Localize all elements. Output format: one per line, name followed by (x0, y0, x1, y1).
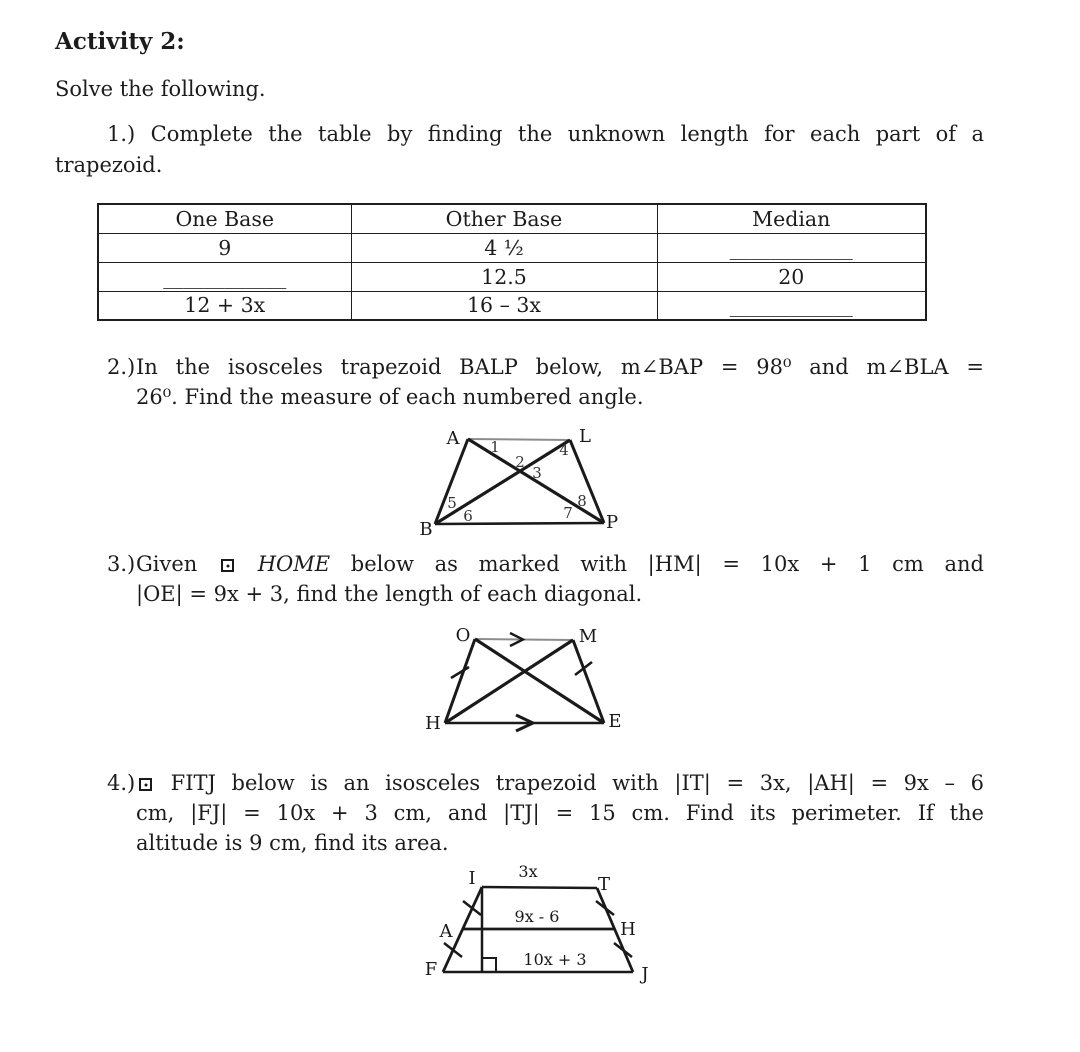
table-row (98, 291, 926, 320)
problem-3 (107, 549, 984, 609)
balp-angle-3: 3 (532, 464, 542, 482)
fitj-side-it (482, 887, 597, 888)
home-figure (423, 624, 628, 740)
cell-other-base-1: 4 ½ (351, 233, 657, 262)
cell-median-2: 20 (657, 262, 926, 291)
balp-vertex-label-l: L (579, 426, 591, 447)
trapezoid-table (97, 203, 927, 321)
problem-1 (55, 119, 984, 180)
balp-angle-8: 8 (577, 492, 587, 510)
problem-4-line-2: cm, |FJ| = 10x + 3 cm, and |TJ| = 15 cm. Find its perimeter. If the (136, 801, 984, 825)
problem-3-figure-name: HOME (257, 552, 331, 576)
problem-4-line-3: altitude is 9 cm, find its area. (136, 831, 449, 855)
table-row (98, 262, 926, 291)
tick-mark-icon-af (444, 943, 462, 957)
problem-4-line-1 (136, 768, 984, 798)
home-vertex-label-o: O (455, 625, 471, 646)
balp-side-al (468, 439, 570, 440)
intro-text: Solve the following. (55, 77, 266, 101)
cell-median-3-blank: ____________ (657, 291, 926, 320)
cell-other-base-2: 12.5 (351, 262, 657, 291)
table-header-row (98, 204, 926, 233)
problem-1-line-1: 1.) Complete the table by finding the unknown length for each part of a (107, 122, 984, 146)
cell-median-1-blank: ____________ (657, 233, 926, 262)
home-vertex-label-h: H (425, 713, 441, 734)
problem-2-number: 2.) (107, 355, 136, 379)
fitj-figure (418, 858, 658, 992)
fitj-label-bottom-base: 10x + 3 (523, 950, 587, 969)
fitj-midpoint-label-h: H (620, 919, 636, 940)
problem-4-line-1-rest: FITJ below is an isosceles trapezoid with |IT| = 3x, |AH| = 9x – 6 (170, 771, 984, 795)
cell-one-base-2-blank: ____________ (98, 262, 351, 291)
problem-2-line-1: In the isosceles trapezoid BALP below, m∠BAP = 98⁰ and m∠BLA = (136, 355, 984, 379)
home-side-me (573, 640, 604, 723)
square-dot-icon (139, 778, 152, 791)
problem-3-line-1 (136, 549, 984, 579)
tick-mark-icon-hj (614, 943, 632, 957)
square-dot-icon (221, 559, 234, 572)
home-diagonal-hm (445, 640, 573, 723)
right-angle-mark (482, 958, 496, 972)
home-vertex-label-m: M (578, 626, 598, 647)
cell-one-base-3: 12 + 3x (98, 291, 351, 320)
home-side-oh (445, 639, 475, 723)
col-header-other-base: Other Base (351, 204, 657, 233)
balp-angle-7: 7 (563, 504, 573, 522)
home-vertex-label-e: E (608, 711, 622, 732)
balp-angle-5: 5 (447, 494, 457, 512)
balp-vertex-label-p: P (605, 512, 619, 533)
balp-vertex-label-a: A (446, 428, 460, 449)
fitj-vertex-label-f: F (424, 959, 438, 980)
problem-2-line-2: 26⁰. Find the measure of each numbered angle. (136, 385, 644, 409)
activity-heading: Activity 2: (55, 28, 185, 55)
balp-side-bp (435, 523, 604, 524)
fitj-label-top-base: 3x (518, 862, 538, 881)
problem-3-number: 3.) (107, 552, 136, 576)
problem-4-number: 4.) (107, 771, 136, 795)
fitj-label-median: 9x - 6 (514, 907, 560, 926)
table-row (98, 233, 926, 262)
problem-1-line-2: trapezoid. (55, 152, 163, 177)
home-diagonal-oe (475, 639, 604, 723)
fitj-midpoint-label-a: A (439, 921, 453, 942)
tick-mark-icon-th (596, 901, 614, 915)
balp-angle-1: 1 (490, 438, 500, 456)
cell-one-base-1: 9 (98, 233, 351, 262)
balp-vertex-label-b: B (419, 519, 433, 540)
fitj-vertex-label-i: I (468, 868, 476, 889)
problem-2 (107, 352, 984, 412)
cell-other-base-3: 16 – 3x (351, 291, 657, 320)
fitj-vertex-label-j: J (641, 964, 649, 985)
col-header-one-base: One Base (98, 204, 351, 233)
fitj-vertex-label-t: T (597, 874, 611, 895)
balp-angle-4: 4 (559, 441, 569, 459)
balp-figure (413, 420, 628, 544)
balp-side-lp (570, 440, 604, 523)
tick-mark-icon-left-leg (451, 667, 469, 678)
problem-3-line-2: |OE| = 9x + 3, find the length of each diagonal. (136, 582, 643, 606)
balp-angle-2: 2 (515, 453, 525, 471)
problem-3-given-word: Given (136, 552, 198, 576)
col-header-median: Median (657, 204, 926, 233)
tick-mark-icon-ia (463, 901, 481, 915)
problem-3-line-1-rest: below as marked with |HM| = 10x + 1 cm and (350, 552, 984, 576)
problem-4 (107, 768, 984, 858)
balp-angle-6: 6 (463, 507, 473, 525)
